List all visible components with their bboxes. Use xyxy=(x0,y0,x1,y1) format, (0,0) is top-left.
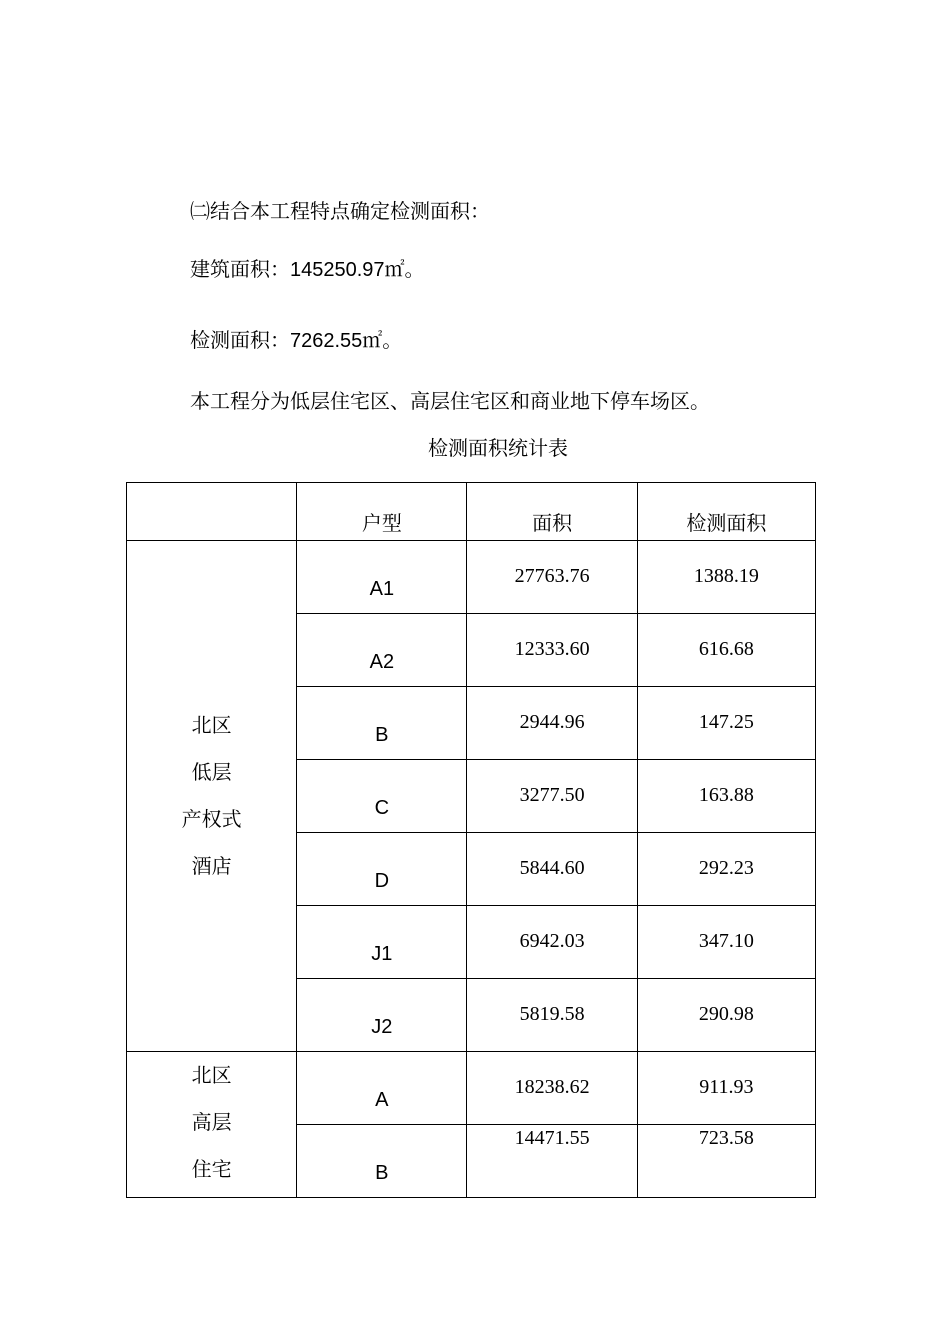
area-cell: 6942.03 xyxy=(467,906,637,979)
inspection-area-cell: 292.23 xyxy=(637,833,815,906)
building-area-label: 建筑面积： xyxy=(190,257,290,281)
inspection-area-value: 7262.55㎡。 xyxy=(290,330,403,352)
area-cell: 12333.60 xyxy=(467,614,637,687)
group-label-line: 产权式 xyxy=(181,807,242,831)
unit-type-cell: C xyxy=(297,760,467,833)
inspection-area-cell: 911.93 xyxy=(637,1052,815,1125)
table-row xyxy=(127,1052,816,1125)
table-header-row xyxy=(127,483,816,541)
area-cell: 27763.76 xyxy=(467,541,637,614)
unit-type-cell: A2 xyxy=(297,614,467,687)
inspection-area-cell: 1388.19 xyxy=(637,541,815,614)
unit-type-cell: B xyxy=(297,1125,467,1198)
building-area-line xyxy=(190,255,425,284)
unit-type-cell: B xyxy=(297,687,467,760)
table-row xyxy=(127,541,816,614)
group-label-line: 住宅 xyxy=(191,1157,232,1181)
section-heading: ㈡结合本工程特点确定检测面积： xyxy=(190,199,490,223)
area-cell: 2944.96 xyxy=(467,687,637,760)
unit-type-cell: A1 xyxy=(297,541,467,614)
area-statistics-table xyxy=(126,482,816,1198)
group-label-line: 高层 xyxy=(191,1110,232,1134)
inspection-area-cell: 290.98 xyxy=(637,979,815,1052)
area-cell: 3277.50 xyxy=(467,760,637,833)
inspection-area-line xyxy=(190,326,402,355)
inspection-area-label: 检测面积： xyxy=(190,328,290,352)
group-label-line: 北区 xyxy=(191,1063,232,1087)
header-cell-type: 户型 xyxy=(297,483,467,541)
group-label-low-rise xyxy=(127,541,297,1052)
group-label-line: 北区 xyxy=(191,713,232,737)
header-cell-empty xyxy=(127,483,297,541)
inspection-area-cell: 147.25 xyxy=(637,687,815,760)
inspection-area-cell: 163.88 xyxy=(637,760,815,833)
group-label-high-rise xyxy=(127,1052,297,1198)
unit-type-cell: D xyxy=(297,833,467,906)
inspection-area-cell: 616.68 xyxy=(637,614,815,687)
building-area-value: 145250.97㎡。 xyxy=(290,259,425,281)
unit-type-cell: J2 xyxy=(297,979,467,1052)
table-caption: 检测面积统计表 xyxy=(428,436,568,460)
inspection-area-cell: 347.10 xyxy=(637,906,815,979)
area-cell: 14471.55 xyxy=(467,1125,637,1198)
zones-description: 本工程分为低层住宅区、高层住宅区和商业地下停车场区。 xyxy=(190,389,710,413)
group-label-line: 低层 xyxy=(191,760,232,784)
inspection-area-cell: 723.58 xyxy=(637,1125,815,1198)
unit-type-cell: J1 xyxy=(297,906,467,979)
header-cell-inspection-area: 检测面积 xyxy=(637,483,815,541)
area-cell: 5844.60 xyxy=(467,833,637,906)
area-cell: 18238.62 xyxy=(467,1052,637,1125)
group-label-line: 酒店 xyxy=(191,854,232,878)
area-cell: 5819.58 xyxy=(467,979,637,1052)
header-cell-area: 面积 xyxy=(467,483,637,541)
unit-type-cell: A xyxy=(297,1052,467,1125)
